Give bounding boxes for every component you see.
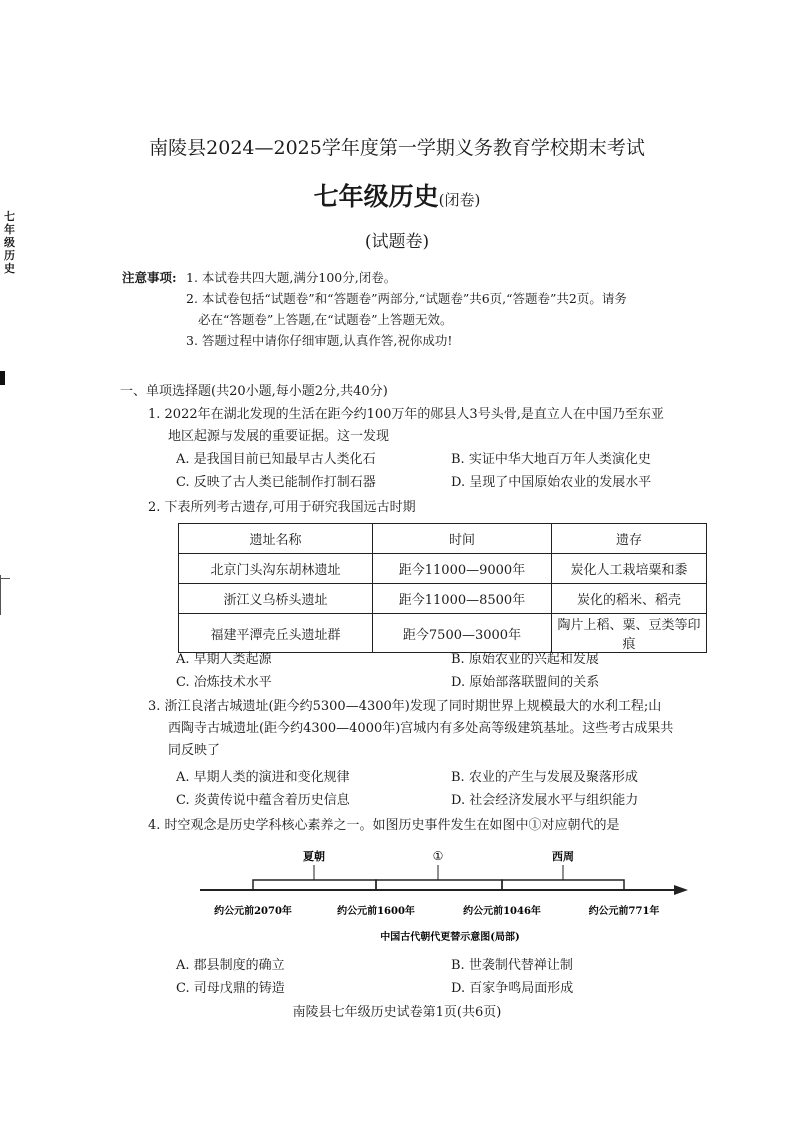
table-header: 遗存 [552, 524, 707, 554]
notes-block [122, 267, 732, 351]
option-a[interactable]: A. 是我国目前已知最早古人类化石 [176, 452, 376, 467]
date-label: 约公元前1600年 [337, 906, 415, 917]
timeline-arrowhead [674, 885, 688, 895]
registration-mark [0, 371, 5, 385]
question-text: 3. 浙江良渚古城遗址(距今约5300—4300年)发现了同时期世界上规模最大的水利工程;山 [148, 699, 662, 714]
notes-label: 注意事项: [122, 270, 177, 285]
option-a[interactable]: A. 早期人类的演进和变化规律 [176, 770, 350, 785]
option-d[interactable]: D. 百家争鸣局面形成 [451, 981, 574, 996]
table-cell: 浙江义乌桥头遗址 [179, 584, 373, 614]
table-header: 时间 [373, 524, 552, 554]
options-q1 [176, 450, 726, 493]
table-row [179, 554, 707, 584]
subject-name: 七年级历史 [313, 182, 439, 211]
page-footer: 南陵县七年级历史试卷第1页(共6页) [292, 1005, 502, 1020]
date-label: 约公元前1046年 [463, 906, 541, 917]
question-text: 同反映了 [168, 743, 221, 758]
table-row [179, 614, 707, 653]
period-label: 西周 [552, 850, 574, 863]
option-d[interactable]: D. 原始部落联盟间的关系 [451, 675, 600, 690]
option-c[interactable]: C. 司母戊鼎的铸造 [176, 981, 285, 996]
binding-line [0, 575, 1, 615]
note-item: 3. 答题过程中请你仔细审题,认真作答,祝你成功! [186, 333, 453, 348]
question-2: 2. 下表所列考古遗存,可用于研究我国远古时期 [148, 500, 416, 515]
table-cell: 炭化人工栽培粟和黍 [552, 554, 707, 584]
options-q3 [176, 768, 726, 811]
table-cell: 陶片上稻、粟、豆类等印痕 [552, 614, 707, 653]
timeline-caption: 中国古代朝代更替示意图(局部) [380, 932, 520, 943]
option-c[interactable]: C. 炎黄传说中蕴含着历史信息 [176, 793, 350, 808]
option-a[interactable]: A. 郡县制度的确立 [176, 958, 285, 973]
binding-side-label: 七年级历史 [4, 210, 15, 275]
section-heading: 一、单项选择题(共20小题,每小题2分,共40分) [120, 384, 388, 399]
period-label: 夏朝 [303, 850, 325, 863]
period-bracket-xizhou [502, 880, 624, 890]
note-item: 1. 本试卷共四大题,满分100分,闭卷。 [186, 270, 397, 285]
sites-table [178, 523, 707, 653]
table-cell: 距今11000—9000年 [373, 554, 552, 584]
question-1 [148, 404, 748, 448]
question-text: 地区起源与发展的重要证据。这一发现 [168, 429, 390, 444]
question-text: 1. 2022年在湖北发现的生活在距今约100万年的郧县人3号头骨,是直立人在中国乃至东亚 [148, 407, 664, 422]
question-4: 4. 时空观念是历史学科核心素养之一。如图历史事件发生在如图中①对应朝代的是 [148, 818, 620, 833]
options-q2 [176, 650, 726, 693]
question-text: 西陶寺古城遗址(距今约4300—4000年)宫城内有多处高等级建筑基址。这些考古成果共 [168, 721, 674, 736]
table-header: 遗址名称 [179, 524, 373, 554]
options-q4 [176, 956, 726, 999]
note-item: 2. 本试卷包括“试题卷”和“答题卷”两部分,“试题卷”共6页,“答题卷”共2页。请务 [186, 291, 627, 306]
period-label: ① [432, 849, 444, 863]
paper-title: (试题卷) [364, 232, 430, 252]
subject-note: (闭卷) [438, 191, 481, 209]
option-c[interactable]: C. 冶炼技术水平 [176, 675, 272, 690]
period-bracket-1 [376, 880, 502, 890]
table-cell: 炭化的稻米、稻壳 [552, 584, 707, 614]
subject-title [0, 177, 794, 213]
dynasty-timeline [190, 843, 700, 953]
option-a[interactable]: A. 早期人类起源 [176, 652, 272, 667]
table-cell: 距今7500—3000年 [373, 614, 552, 653]
table-cell: 福建平潭壳丘头遗址群 [179, 614, 373, 653]
option-d[interactable]: D. 呈现了中国原始农业的发展水平 [451, 475, 652, 490]
binding-tick [0, 578, 10, 579]
option-b[interactable]: B. 世袭制代替禅让制 [451, 958, 573, 973]
date-label: 约公元前2070年 [214, 906, 292, 917]
table-cell: 北京门头沟东胡林遗址 [179, 554, 373, 584]
option-b[interactable]: B. 实证中华大地百万年人类演化史 [451, 452, 651, 467]
option-d[interactable]: D. 社会经济发展水平与组织能力 [451, 793, 639, 808]
option-c[interactable]: C. 反映了古人类已能制作打制石器 [176, 475, 376, 490]
option-b[interactable]: B. 原始农业的兴起和发展 [451, 652, 599, 667]
date-label: 约公元前771年 [588, 906, 660, 917]
question-3 [148, 696, 768, 762]
period-bracket-xia [253, 880, 376, 890]
exam-title: 南陵县2024—2025学年度第一学期义务教育学校期末考试 [149, 137, 645, 159]
note-item: 必在“答题卷”上答题,在“试题卷”上答题无效。 [198, 312, 453, 327]
table-row [179, 584, 707, 614]
table-header-row [179, 524, 707, 554]
table-cell: 距今11000—8500年 [373, 584, 552, 614]
option-b[interactable]: B. 农业的产生与发展及聚落形成 [451, 770, 638, 785]
